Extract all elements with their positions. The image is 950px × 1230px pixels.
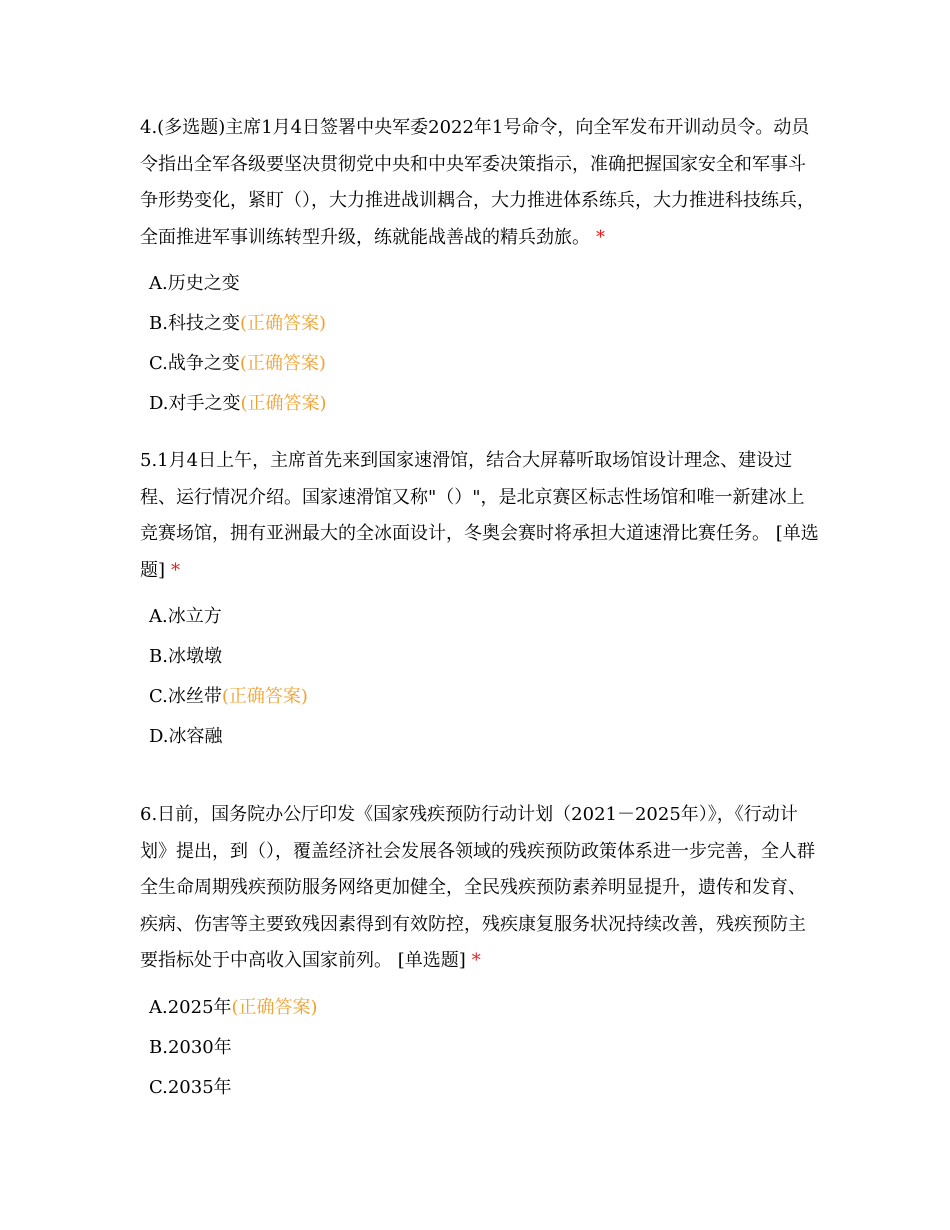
question-4: [140, 110, 820, 424]
correct-answer-tag: (正确答案): [221, 686, 308, 707]
question-6: [140, 797, 820, 1108]
correct-answer-tag: (正确答案): [240, 393, 327, 414]
option-c[interactable]: C.冰丝带(正确答案): [149, 686, 308, 707]
option-a[interactable]: A.历史之变: [149, 273, 240, 294]
option-b[interactable]: B.2030年: [149, 1036, 232, 1058]
required-marker: *: [471, 950, 481, 971]
option-b[interactable]: B.冰墩墩: [149, 646, 222, 667]
option-list: [149, 597, 820, 757]
option-list: [149, 988, 820, 1108]
option-d[interactable]: D.对手之变(正确答案): [149, 393, 327, 414]
option-list: [149, 264, 820, 424]
question-text: 4.(多选题)主席1月4日签署中央军委2022年1号命令，向全军发布开训动员令。动员令指出全军各级要坚决贯彻党中央和中央军委决策指示，准确把握国家安全和军事斗争形势变化，紧盯（），大力推进战训耦合，大力推进体系练兵，大力推进科技练兵，全面推进军事训练转型升级，练就能战善战的精兵劲旅。 *: [140, 117, 815, 248]
correct-answer-tag: (正确答案): [239, 353, 326, 374]
question-5: [140, 443, 820, 757]
option-d[interactable]: D.冰容融: [149, 726, 223, 747]
required-marker: *: [596, 226, 605, 248]
option-c[interactable]: C.战争之变(正确答案): [149, 353, 326, 374]
option-b[interactable]: B.科技之变(正确答案): [149, 313, 326, 334]
required-marker: *: [171, 559, 181, 581]
correct-answer-tag: (正确答案): [239, 313, 326, 334]
option-c[interactable]: C.2035年: [149, 1076, 232, 1098]
option-a[interactable]: A.冰立方: [149, 606, 222, 627]
question-text: 5.1月4日上午，主席首先来到国家速滑馆，结合大屏幕听取场馆设计理念、建设过程、运行情况介绍。国家速滑馆又称"（）"，是北京赛区标志性场馆和唯一新建冰上竞赛场馆，拥有亚洲最大的全冰面设计，冬奥会赛时将承担大道速滑比赛任务。 [单选题] *: [140, 450, 819, 581]
question-text: 6.日前，国务院办公厅印发《国家残疾预防行动计划（2021－2025年）》，《行动计划》提出，到（），覆盖经济社会发展各领域的残疾预防政策体系进一步完善，全人群全生命周期残疾预防服务网络更加健全，全民残疾预防素养明显提升，遗传和发育、疾病、伤害等主要致残因素得到有效防控，残疾康复服务状况持续改善，残疾预防主要指标处于中高收入国家前列。 [单选题] *: [140, 804, 815, 971]
correct-answer-tag: (正确答案): [231, 996, 318, 1018]
option-a[interactable]: A.2025年(正确答案): [149, 996, 318, 1018]
